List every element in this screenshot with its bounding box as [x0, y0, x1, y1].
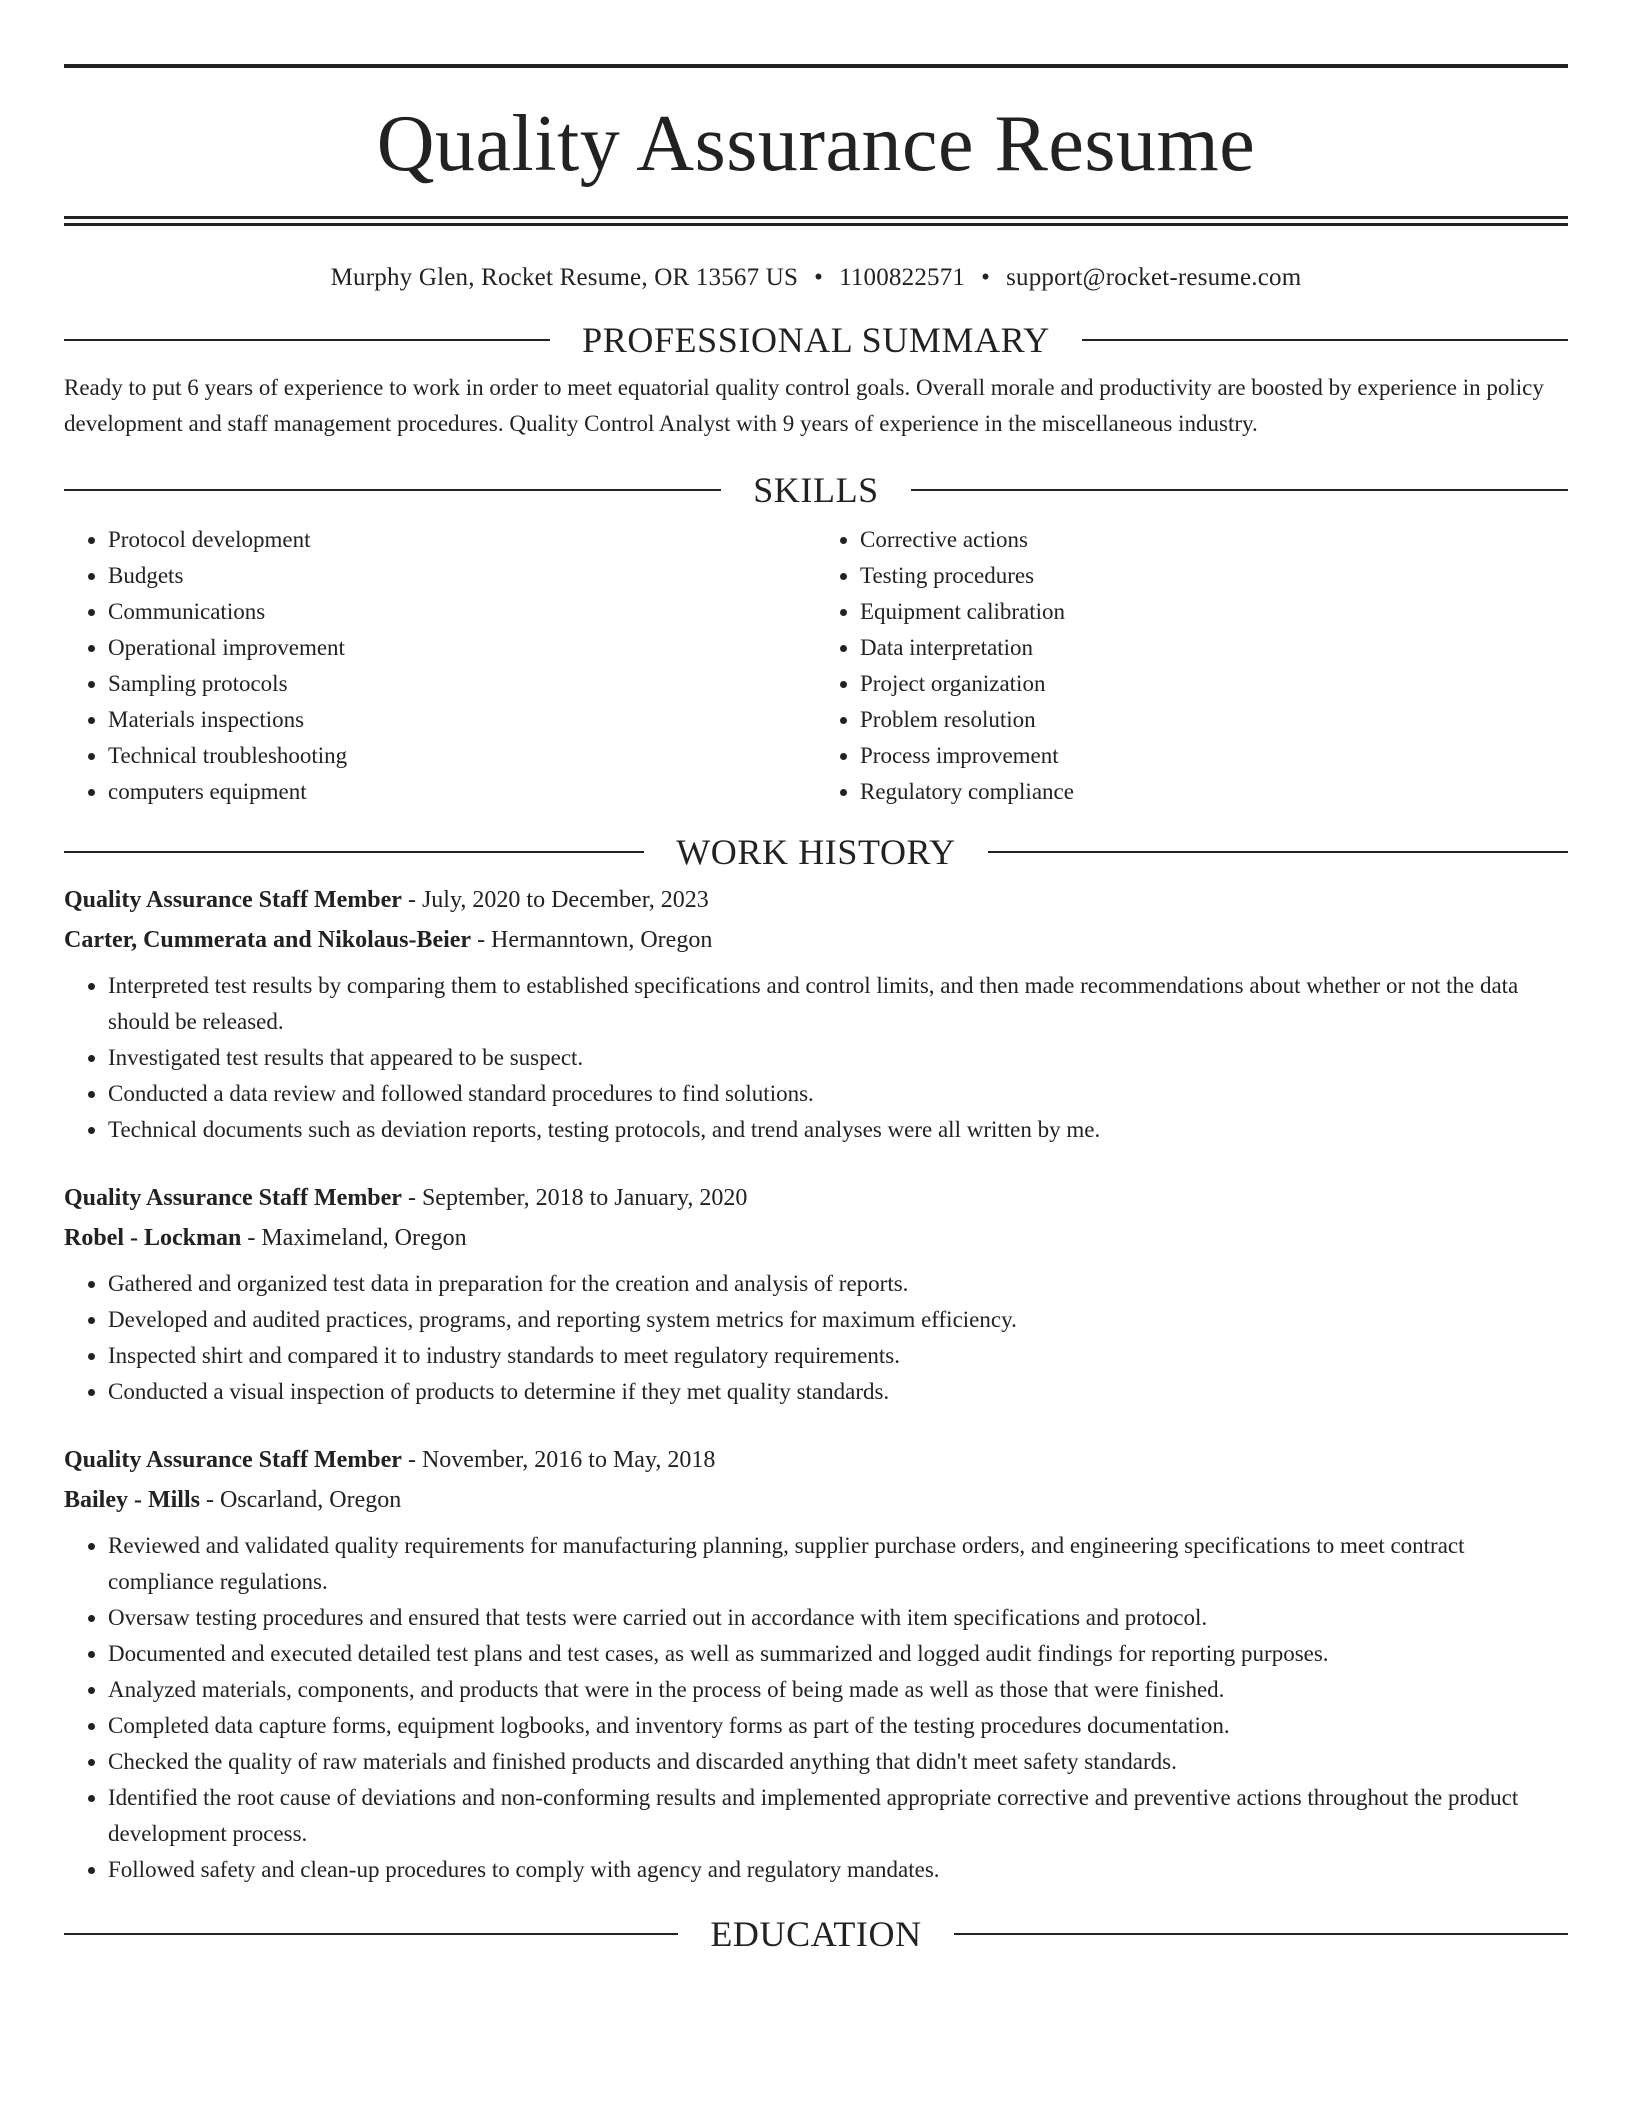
skill-item: • Technical troubleshooting — [108, 738, 816, 774]
page-title: Quality Assurance Resume — [376, 100, 1256, 188]
contact-phone: 1100822571 — [839, 264, 966, 291]
section-header-skills — [64, 472, 1568, 508]
skill-item: • Regulatory compliance — [860, 774, 1568, 810]
job-company: Carter, Cummerata and Nikolaus-Beier — [64, 927, 472, 953]
job-bullet: • Conducted a data review and followed standard procedures to find solutions. — [108, 1076, 1568, 1112]
job-bullet: • Followed safety and clean-up procedures to comply with agency and regulatory mandates. — [108, 1852, 1568, 1888]
job-bullet: • Completed data capture forms, equipment logbooks, and inventory forms as part of the testing procedures documentation. — [108, 1708, 1568, 1744]
job-bullet: • Identified the root cause of deviations and non-conforming results and implemented appropriate corrective and preventive actions throughout the product development process. — [108, 1780, 1568, 1852]
job-bullet: • Conducted a visual inspection of products to determine if they met quality standards. — [108, 1374, 1568, 1410]
skill-item: • Protocol development — [108, 522, 816, 558]
job-dates: - September, 2018 to January, 2020 — [401, 1185, 748, 1211]
job-bullet: • Gathered and organized test data in preparation for the creation and analysis of reports. — [108, 1266, 1568, 1302]
job-location: - Maximeland, Oregon — [241, 1225, 467, 1251]
job-role: Quality Assurance Staff Member — [64, 1447, 402, 1473]
contact-address: Murphy Glen, Rocket Resume, OR 13567 US — [330, 264, 799, 291]
skill-item: • Communications — [108, 594, 816, 630]
contact-email: support@rocket-resume.com — [1006, 264, 1302, 291]
job-bullets — [64, 1528, 1568, 1888]
skill-item: • Process improvement — [860, 738, 1568, 774]
job-role: Quality Assurance Staff Member — [64, 887, 402, 913]
divider — [64, 851, 644, 853]
job-company: Robel - Lockman — [64, 1225, 242, 1251]
job-company-line — [64, 1218, 1568, 1258]
job-location: - Hermanntown, Oregon — [471, 927, 713, 953]
job-bullet: • Interpreted test results by comparing them to established specifications and control limits, and then made recommendations about whether or not the data should be released. — [108, 968, 1568, 1040]
divider — [64, 339, 550, 341]
summary-text: Ready to put 6 years of experience to work in order to meet equatorial quality control goals. Overall morale and productivity are boosted by experience in policy development and staff management procedures. Quality Control Analyst with 9 years of experience in the miscellaneous industry. — [64, 375, 1544, 436]
job-bullet: • Oversaw testing procedures and ensured that tests were carried out in accordance with item specifications and protocol. — [108, 1600, 1568, 1636]
divider — [1082, 339, 1568, 341]
skill-item: • Project organization — [860, 666, 1568, 702]
skill-item: • Testing procedures — [860, 558, 1568, 594]
skills-column-right — [816, 522, 1568, 810]
skill-item: • computers equipment — [108, 774, 816, 810]
section-title: EDUCATION — [710, 1914, 922, 1954]
job-bullet: • Checked the quality of raw materials and finished products and discarded anything that didn't meet safety standards. — [108, 1744, 1568, 1780]
job-bullets — [64, 968, 1568, 1148]
top-rule — [64, 64, 1568, 68]
job-role-line — [64, 1440, 1568, 1480]
job-bullet: • Developed and audited practices, programs, and reporting system metrics for maximum efficiency. — [108, 1302, 1568, 1338]
job-company-line — [64, 1480, 1568, 1520]
section-header-work-history — [64, 834, 1568, 870]
divider — [64, 489, 721, 491]
skill-item: • Operational improvement — [108, 630, 816, 666]
job-dates: - November, 2016 to May, 2018 — [401, 1447, 716, 1473]
job-company-line — [64, 920, 1568, 960]
section-title: SKILLS — [753, 470, 879, 510]
contact-line — [64, 264, 1568, 292]
section-header-summary — [64, 322, 1568, 358]
skill-item: • Sampling protocols — [108, 666, 816, 702]
skill-item: • Data interpretation — [860, 630, 1568, 666]
job-dates: - July, 2020 to December, 2023 — [401, 887, 709, 913]
job-bullet: • Reviewed and validated quality requirements for manufacturing planning, supplier purchase orders, and engineering specifications to meet contract compliance regulations. — [108, 1528, 1568, 1600]
skill-item: • Budgets — [108, 558, 816, 594]
title-double-rule — [64, 216, 1568, 226]
divider — [64, 1933, 678, 1935]
job-bullet: • Inspected shirt and compared it to industry standards to meet regulatory requirements. — [108, 1338, 1568, 1374]
divider — [988, 851, 1568, 853]
skill-item: • Problem resolution — [860, 702, 1568, 738]
job-company: Bailey - Mills — [64, 1487, 200, 1513]
job-role-line — [64, 1178, 1568, 1218]
job-bullet: • Analyzed materials, components, and products that were in the process of being made as well as those that were finished. — [108, 1672, 1568, 1708]
skills-column-left — [64, 522, 816, 810]
job-entry — [64, 880, 1568, 1148]
job-location: - Oscarland, Oregon — [199, 1487, 402, 1513]
skill-item: • Equipment calibration — [860, 594, 1568, 630]
job-bullets — [64, 1266, 1568, 1410]
section-title: WORK HISTORY — [676, 832, 956, 872]
contact-separator: • — [981, 264, 991, 291]
skills-list — [64, 522, 1568, 810]
job-bullet: • Technical documents such as deviation reports, testing protocols, and trend analyses were all written by me. — [108, 1112, 1568, 1148]
job-entry — [64, 1178, 1568, 1410]
section-title: PROFESSIONAL SUMMARY — [582, 320, 1050, 360]
job-bullet: • Investigated test results that appeared to be suspect. — [108, 1040, 1568, 1076]
skill-item: • Corrective actions — [860, 522, 1568, 558]
skill-item: • Materials inspections — [108, 702, 816, 738]
job-bullet: • Documented and executed detailed test plans and test cases, as well as summarized and logged audit findings for reporting purposes. — [108, 1636, 1568, 1672]
divider — [954, 1933, 1568, 1935]
divider — [911, 489, 1568, 491]
section-header-education — [64, 1916, 1568, 1952]
job-role-line — [64, 880, 1568, 920]
contact-separator: • — [814, 264, 824, 291]
job-entry — [64, 1440, 1568, 1888]
job-role: Quality Assurance Staff Member — [64, 1185, 402, 1211]
